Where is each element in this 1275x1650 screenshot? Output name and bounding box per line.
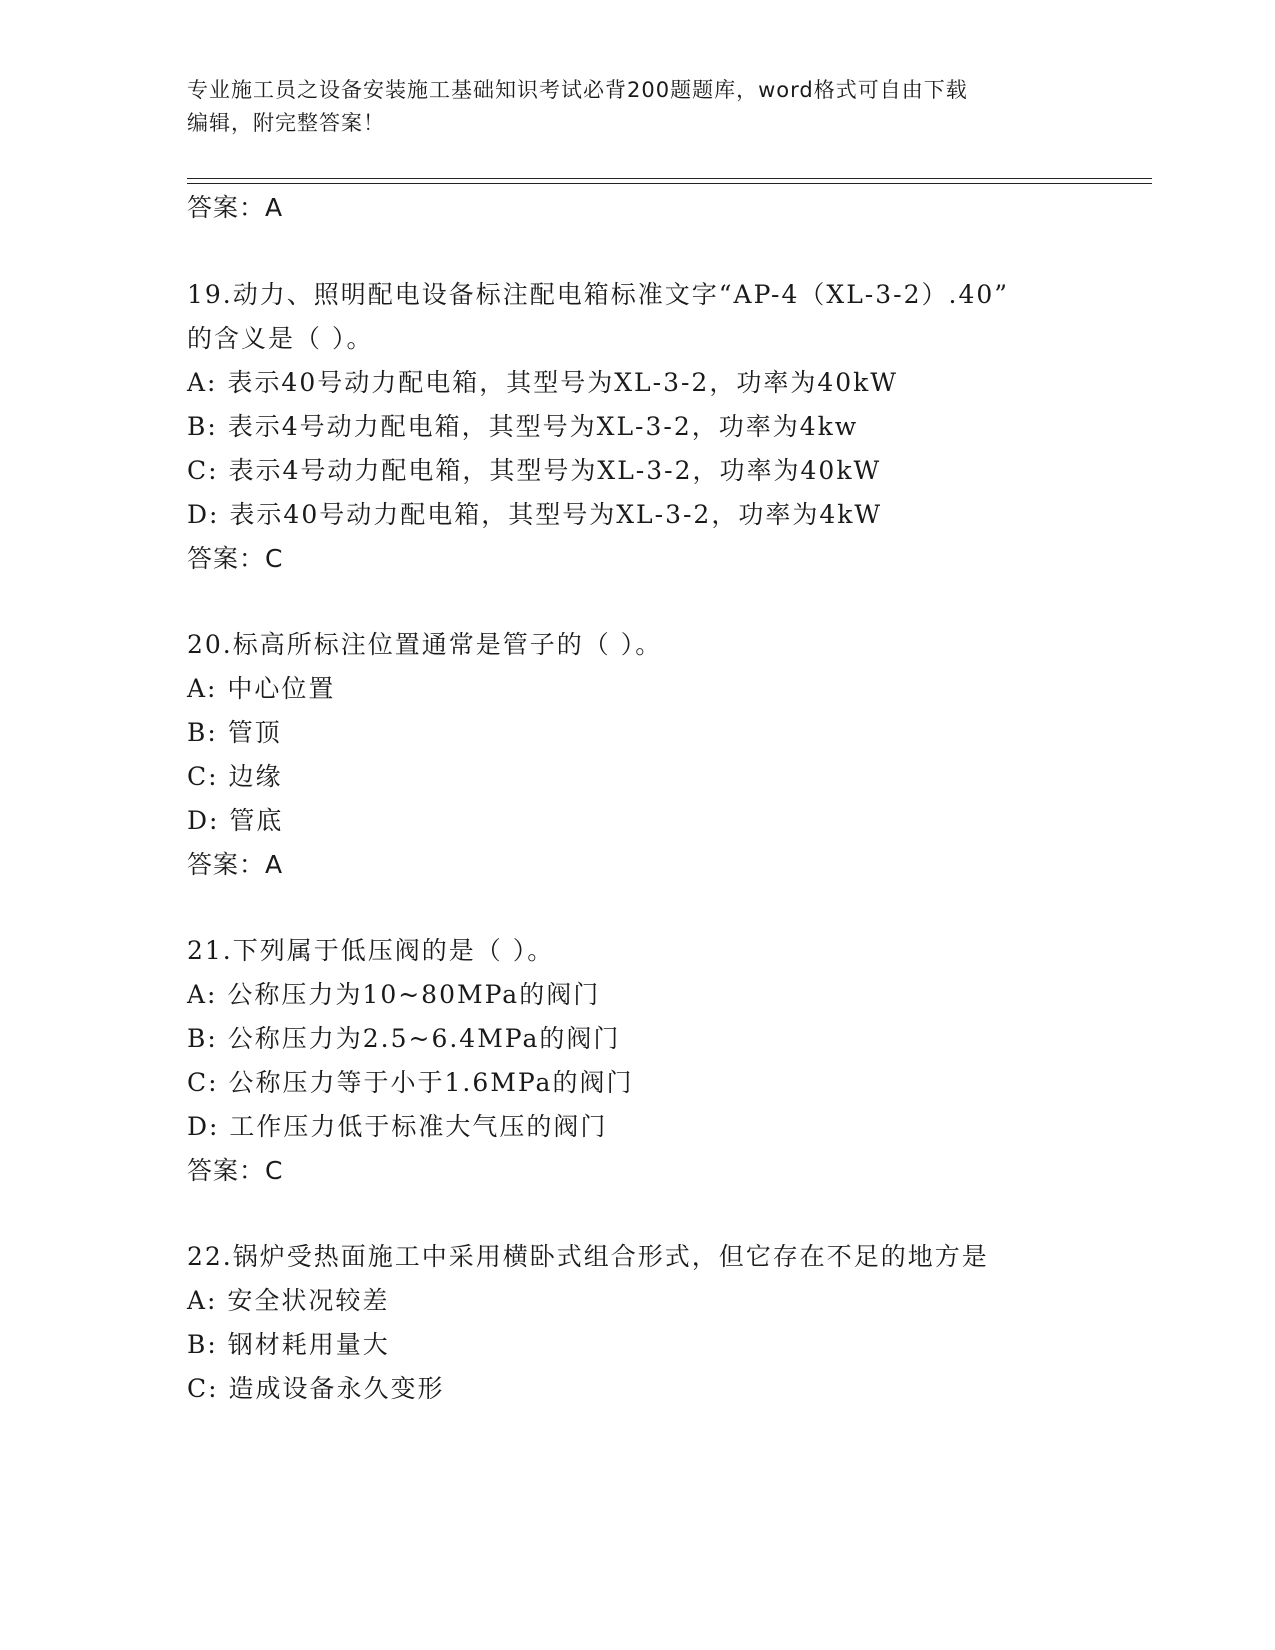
question-22-option-c: C: 造成设备永久变形 xyxy=(187,1374,445,1403)
question-19-option-b: B: 表示4号动力配电箱，其型号为XL-3-2，功率为4kw xyxy=(187,412,859,441)
header-line-1: 专业施工员之设备安装施工基础知识考试必背200题题库，word格式可自由下载 xyxy=(187,78,968,102)
question-21-option-a: A: 公称压力为10~80MPa的阀门 xyxy=(187,980,601,1009)
question-20-option-a: A: 中心位置 xyxy=(187,674,336,703)
question-20-answer: 答案：A xyxy=(187,850,284,879)
question-21-answer: 答案：C xyxy=(187,1156,284,1185)
question-20-stem: 20.标高所标注位置通常是管子的（ ）。 xyxy=(187,630,663,659)
header-divider-bottom xyxy=(187,183,1152,184)
question-19-answer: 答案：C xyxy=(187,544,284,573)
question-19-stem-line-1: 19.动力、照明配电设备标注配电箱标准文字“AP-4（XL-3-2）.40” xyxy=(187,280,1010,309)
question-19-option-a: A: 表示40号动力配电箱，其型号为XL-3-2，功率为40kW xyxy=(187,368,898,397)
question-19-option-d: D: 表示40号动力配电箱，其型号为XL-3-2，功率为4kW xyxy=(187,500,883,529)
question-21-option-d: D: 工作压力低于标准大气压的阀门 xyxy=(187,1112,608,1141)
question-22-stem: 22.锅炉受热面施工中采用横卧式组合形式，但它存在不足的地方是 xyxy=(187,1242,989,1271)
question-22-option-b: B: 钢材耗用量大 xyxy=(187,1330,390,1359)
header-line-2: 编辑，附完整答案！ xyxy=(187,111,385,135)
question-21-stem: 21.下列属于低压阀的是（ ）。 xyxy=(187,936,555,965)
question-20-option-d: D: 管底 xyxy=(187,806,284,835)
question-21-option-c: C: 公称压力等于小于1.6MPa的阀门 xyxy=(187,1068,634,1097)
question-20-option-b: B: 管顶 xyxy=(187,718,282,747)
question-22-option-a: A: 安全状况较差 xyxy=(187,1286,390,1315)
header-divider-top xyxy=(187,178,1152,179)
question-20-option-c: C: 边缘 xyxy=(187,762,283,791)
previous-answer: 答案：A xyxy=(187,193,284,222)
document-header xyxy=(187,74,1087,140)
question-19-stem-line-2: 的含义是（ ）。 xyxy=(187,324,374,353)
question-21-option-b: B: 公称压力为2.5~6.4MPa的阀门 xyxy=(187,1024,621,1053)
question-19-option-c: C: 表示4号动力配电箱，其型号为XL-3-2，功率为40kW xyxy=(187,456,882,485)
